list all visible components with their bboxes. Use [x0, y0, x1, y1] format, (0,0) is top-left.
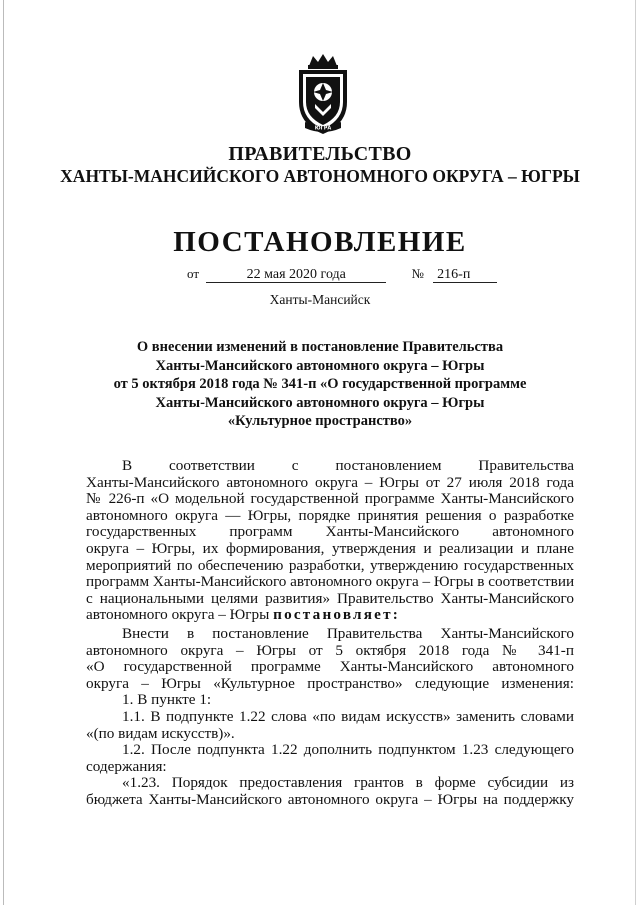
city: Ханты-Мансийск — [269, 292, 371, 307]
organization-name: ПРАВИТЕЛЬСТВО — [228, 143, 412, 165]
emblem-caption: ЮГРА — [314, 125, 332, 132]
text-line: «1.23. Порядок предоставления грантов в форме субсидии из — [122, 774, 574, 792]
number-label: № — [411, 266, 424, 281]
text-line: 1. В пункте 1: — [122, 691, 212, 709]
coat-of-arms-icon — [291, 52, 355, 138]
text-line: автономного округа — Югры, порядке принятия решения о разработке — [86, 506, 574, 524]
date-label: от — [187, 266, 200, 281]
date-number-line — [187, 266, 497, 283]
text-line: мероприятий по обеспечению разработки, утверждению государственных — [86, 556, 574, 574]
title-line: Ханты-Мансийского автономного округа – Югры — [155, 394, 485, 411]
text-line: 1.1. В подпункте 1.22 слова «по видам искусств» заменить словами — [122, 707, 574, 725]
organization-region: ХАНТЫ-МАНСИЙСКОГО АВТОНОМНОГО ОКРУГА – ЮГРЫ — [60, 166, 580, 186]
document-title — [100, 338, 540, 431]
scan-edge-left — [3, 0, 4, 905]
document-number: 216-п — [433, 267, 497, 283]
document-type: ПОСТАНОВЛЕНИЕ — [173, 226, 467, 258]
text-line — [86, 607, 574, 624]
text-line: программ Ханты-Мансийского автономного округа – Югры в соответствии — [86, 573, 575, 591]
scan-edge-right — [635, 0, 636, 905]
title-line: «Культурное пространство» — [227, 413, 413, 429]
preamble-paragraph — [86, 458, 574, 624]
text-line: государственных программ Ханты-Мансийского автономного — [86, 523, 574, 541]
title-line: от 5 октября 2018 года № 341-п «О государственной программе — [113, 376, 527, 392]
text-line: округа – Югры, их формирования, утверждения и реализации и плане — [86, 539, 574, 557]
text-line: бюджета Ханты-Мансийского автономного округа – Югры на поддержку — [86, 790, 574, 808]
text-line: 1.2. После подпункта 1.22 дополнить подпунктом 1.23 следующего — [122, 741, 574, 759]
resolves-word: постановляет: — [273, 606, 401, 624]
text-line: В соответствии с постановлением Правительства — [122, 457, 574, 474]
text-line: округа – Югры «Культурное пространство» следующие изменения: — [86, 674, 574, 692]
text-line: автономного округа – Югры от 5 октября 2018 года № 341-п — [86, 641, 574, 659]
text-line: содержания: — [86, 757, 167, 775]
text-line: «О государственной программе Ханты-Мансийского автономного — [86, 658, 574, 676]
title-line: О внесении изменений в постановление Правительства — [136, 339, 504, 355]
text-line: Ханты-Мансийского автономного округа – Югры от 27 июля 2018 года — [86, 473, 574, 491]
text-line: Внести в постановление Правительства Ханты-Мансийского — [122, 625, 574, 642]
text-line: «(по видам искусств)». — [86, 724, 235, 742]
text-line: с национальными целями развития» Правительство Ханты-Мансийского — [86, 589, 574, 607]
title-line: Ханты-Мансийского автономного округа – Югры — [155, 357, 485, 374]
text-line: № 226-п «О модельной государственной программе Ханты-Мансийского — [86, 490, 574, 508]
preamble-last-text: автономного округа – Югры — [86, 606, 274, 624]
resolution-body — [86, 626, 574, 809]
document-date: 22 мая 2020 года — [206, 267, 386, 283]
